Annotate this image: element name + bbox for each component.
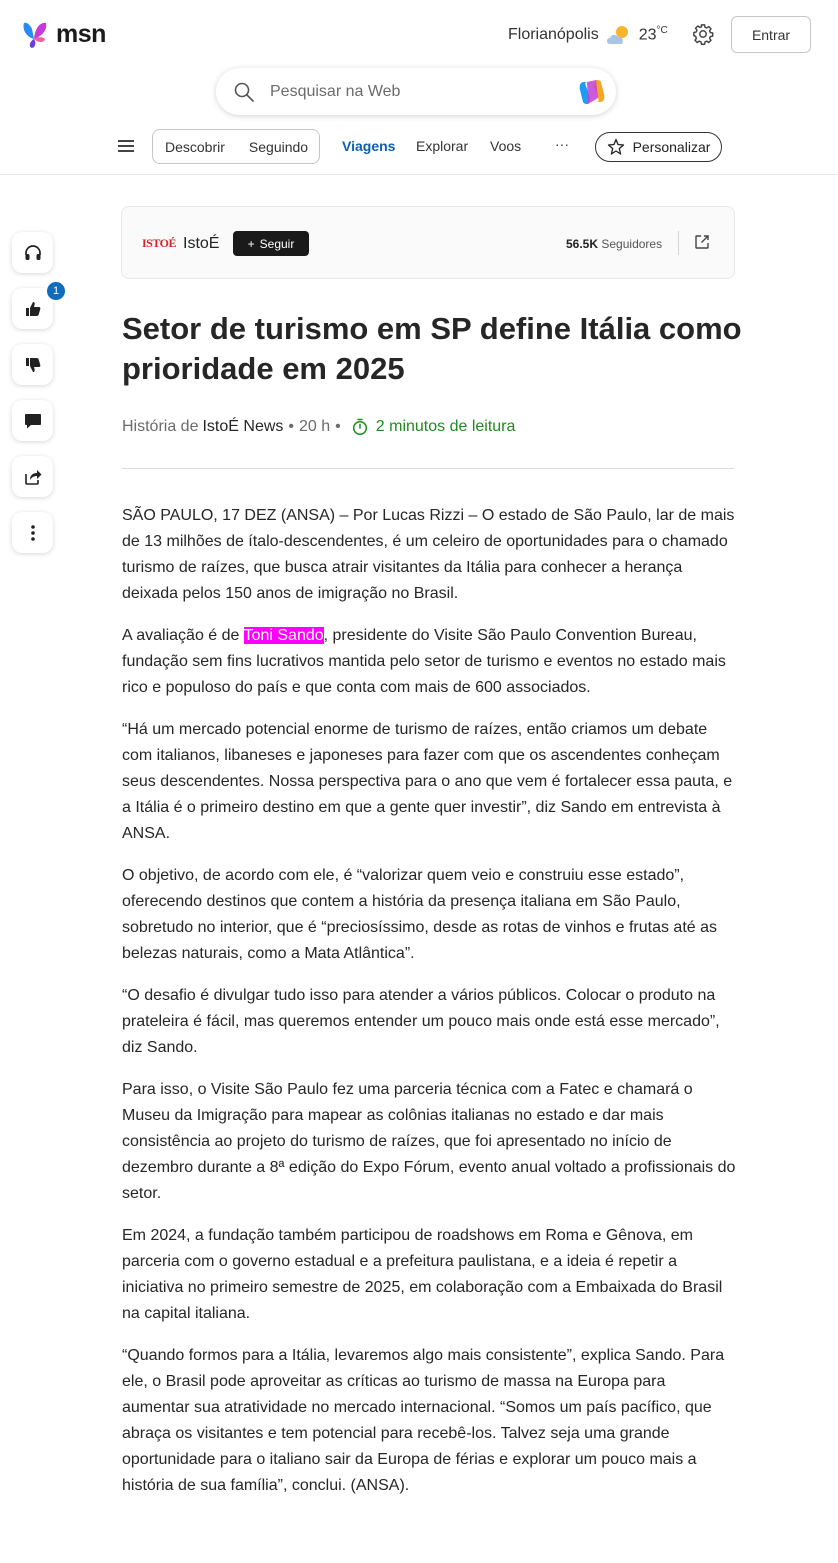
dislike-button[interactable]	[12, 344, 53, 385]
top-nav	[0, 128, 838, 166]
more-vertical-icon	[30, 524, 36, 542]
comment-button[interactable]	[12, 400, 53, 441]
article-title: Setor de turismo em SP define Itália como prioridade em 2025	[122, 311, 742, 386]
publisher-card	[121, 206, 735, 279]
external-link-icon[interactable]	[694, 234, 710, 250]
tab-seguindo[interactable]: Seguindo	[248, 138, 309, 155]
msn-butterfly-icon	[20, 19, 52, 49]
search-bar[interactable]	[216, 68, 616, 115]
like-count-badge: 1	[45, 280, 67, 302]
hamburger-icon[interactable]	[118, 140, 134, 152]
paragraph: “Há um mercado potencial enorme de turismo de raízes, então criamos um debate com italianos, libaneses e japoneses para fazer com que os ascendentes conheçam seus descendentes. Nossa perspectiva para o ano que vem é fortalecer essa pauta, e a Itália é o primeiro destino em que a gente quer investir”, diz Sando em entrevista à ANSA.	[122, 721, 733, 842]
followers-count: 56.5K Seguidores	[566, 237, 663, 251]
msn-logo[interactable]	[20, 19, 106, 49]
byline-dot: •	[288, 418, 295, 435]
paragraph: O objetivo, de acordo com ele, é “valorizar quem veio e construiu esse estado”, oferecendo destinos que contem a história da presença italiana em São Paulo, sobretudo no interior, que é “preciosíssimo, desde as rotas de vinhos e frutas até as belezas naturais, como a Mata Atlântica”.	[122, 867, 717, 962]
header-divider	[0, 174, 838, 175]
paragraph: “Quando formos para a Itália, levaremos algo mais consistente”, explica Sando. Para ele, o Brasil pode aproveitar as críticas ao turismo de massa na Europa para aumentar sua atratividade no mercado internacional. “Somos um país pacífico, que abraça os visitantes e tem potencial para recebê-los. Talvez seja uma grande oportunidade para o italiano sair da Europa de férias e explorar um pouco mais a história de sua família”, conclui. (ANSA).	[122, 1347, 725, 1494]
gear-icon[interactable]	[692, 23, 714, 45]
article-body	[122, 503, 736, 1515]
card-divider	[678, 231, 679, 255]
weather-cloud-sun-icon	[605, 24, 633, 46]
byline-divider	[122, 468, 734, 469]
follow-button[interactable]	[233, 231, 309, 256]
copilot-icon[interactable]	[576, 76, 608, 108]
logo-text: msn	[56, 19, 106, 48]
comment-icon	[24, 412, 42, 430]
city-name: Florianópolis	[508, 26, 599, 43]
more-menu-button[interactable]: ···	[555, 136, 569, 152]
publisher-logo[interactable]: ISTOÉ	[142, 236, 176, 250]
thumbs-down-icon	[24, 356, 42, 374]
follow-label: Seguir	[259, 236, 295, 251]
paragraph: “O desafio é divulgar tudo isso para atender a vários públicos. Colocar o produto na prateleira é fácil, mas queremos entender um pouco mais onde está esse mercado”, diz Sando.	[122, 987, 720, 1056]
share-icon	[24, 468, 42, 486]
nav-link-voos[interactable]: Voos	[490, 138, 522, 154]
article-age: 20 h	[299, 418, 331, 435]
byline	[122, 418, 515, 436]
thumbs-up-icon	[24, 300, 42, 318]
headphones-icon	[23, 243, 43, 263]
temperature: $23^{^\circ C}$	[638, 25, 668, 44]
byline-source[interactable]: IstoÉ News	[202, 418, 284, 435]
personalize-button[interactable]	[595, 132, 722, 162]
byline-prefix: História de	[122, 418, 199, 435]
tab-descobrir[interactable]: Descobrir	[165, 138, 225, 155]
sparkle-star-icon	[607, 138, 625, 156]
paragraph: Para isso, o Visite São Paulo fez uma parceria técnica com a Fatec e chamará o Museu da Imigração para mapear as colônias italianas no estado e dar mais consistência ao projeto do turismo de raízes, que foi apresentado no início de dezembro durante a 8ª edição do Expo Fórum, evento anual voltado a profissionais do setor.	[122, 1081, 736, 1202]
read-time: 2 minutos de leitura	[352, 418, 516, 436]
publisher-name[interactable]: IstoÉ	[183, 235, 220, 252]
search-input[interactable]	[270, 83, 560, 101]
nav-link-explorar[interactable]: Explorar	[416, 138, 469, 154]
more-options-button[interactable]	[12, 512, 53, 553]
byline-dot: •	[335, 418, 341, 435]
timer-icon	[352, 418, 368, 436]
signin-button[interactable]: Entrar	[731, 16, 811, 53]
nav-link-viagens[interactable]: Viagens	[342, 138, 396, 154]
paragraph: Em 2024, a fundação também participou de roadshows em Roma e Gênova, em parceria com o governo estadual e a prefeitura paulistana, e a ideia é repetir a iniciativa no primeiro semestre de 2025, em colaboração com a Embaixada do Brasil na capital italiana.	[122, 1227, 723, 1322]
search-icon	[234, 82, 254, 102]
highlighted-name[interactable]: Toni Sando	[243, 627, 324, 644]
share-button[interactable]	[12, 456, 53, 497]
personalize-label: Personalizar	[632, 139, 711, 155]
paragraph: SÃO PAULO, 17 DEZ (ANSA) – Por Lucas Rizzi – O estado de São Paulo, lar de mais de 13 milhões de ítalo-descendentes, é um celeiro de oportunidades para o chamado turismo de raízes, que busca atrair visitantes da Itália para conhecer a herança deixada pelos 150 anos de imigração no Brasil.	[122, 507, 735, 602]
feed-toggle	[152, 129, 320, 164]
weather-widget[interactable]	[508, 24, 668, 46]
plus-icon: +	[247, 236, 255, 251]
listen-button[interactable]	[12, 232, 53, 273]
paragraph: A avaliação é de Toni Sando, presidente do Visite São Paulo Convention Bureau, fundação sem fins lucrativos mantida pelo setor de turismo e eventos no estado mais rico e populoso do país e que conta com mais de 600 associados.	[122, 627, 726, 696]
